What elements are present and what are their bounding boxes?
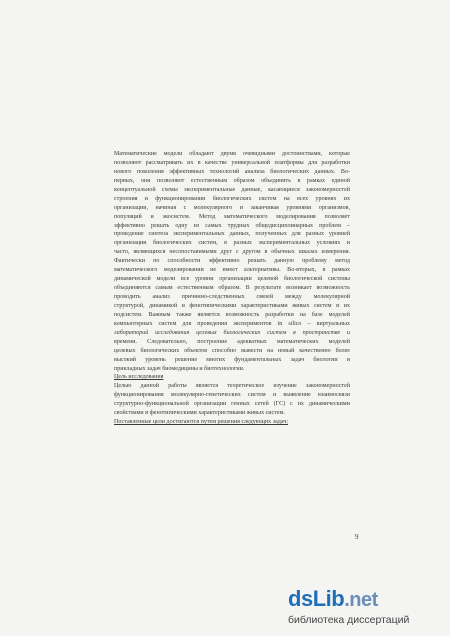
text-line: Фактически по способности эффективно решать данную проблему метод — [114, 258, 350, 265]
text-line: проводить анализ причинно-следственных связей между молекулярной — [114, 294, 350, 300]
text-line: математического моделировании не имеет альтернативы. Во-вторых, в рамках — [114, 267, 350, 274]
site-logo — [288, 586, 378, 612]
underlined-text: Поставленные цели достигаются путем решения следующих задач: — [114, 419, 289, 426]
text-line: Целью данной работы является теоретическое изучение закономерностей — [114, 383, 350, 390]
text-line: структурно-функциональной организации генных сетей (ГС) с их динамическими — [114, 401, 350, 408]
watermark — [286, 586, 446, 632]
text-line: первых, они позволяют естественным образом объединить в рамках единой — [114, 177, 350, 184]
page-number: 9 — [355, 533, 359, 541]
text-line: позволяют рассматривать их в качестве универсальной платформы для разработки — [114, 159, 350, 166]
text-line: функционирования молекулярно-генетических систем и выявление взаимосвязи — [114, 392, 350, 399]
logo-lib: Lib — [312, 586, 345, 611]
text-line: прикладных задач биомедицины и биотехнологии. — [114, 365, 245, 372]
logo-ds: ds — [288, 586, 313, 611]
text-line — [114, 418, 350, 427]
text-line: популяций и экосистем. Метод математического моделирования позволяет — [114, 213, 350, 220]
text-line: проведение синтеза экспериментальных данных, полученных для разных уровней — [114, 231, 350, 238]
text-line: структурой, динамикой и фенотипическими характеристиками живых систем и их — [114, 302, 350, 309]
text-line: компьютерных систем для проведения экспериментов in silico – виртуальных — [114, 320, 350, 327]
text-line: высокий уровень решение многих фундаментальных задач биологии и — [114, 356, 350, 363]
section-heading: Цель исследования — [114, 374, 164, 381]
text-line: подсистем. Важным также является возможность разработки на базе моделей — [114, 311, 350, 318]
text-line: организации биологических систем, в разных экспериментальных условиях и — [114, 240, 350, 247]
text-line: эффективно решать одну из самых трудных общедисциплинарных проблем – — [114, 222, 350, 229]
text-line: часто, являющихся несопоставимыми друг с другом в обычных шкалах измерения. — [114, 249, 350, 256]
text-line: объединяются самым естественным образом. В результате возникает возможность — [114, 285, 350, 292]
text-line: лабораторий исследования целевых биологических систем в пространстве и — [114, 329, 350, 336]
text-line: целевых биологических объектов способно вывести на новый качественно более — [114, 347, 350, 354]
site-subtitle: библиотека диссертаций — [288, 614, 410, 626]
text-line: концептуальной схемы экспериментальные данные, касающиеся закономерностей — [114, 186, 350, 193]
text-line: организации, начиная с молекулярного и заканчивая уровнями организмов, — [114, 204, 350, 211]
logo-net: .net — [344, 589, 378, 611]
text-line: времени. Следовательно, построение адекватных математических моделей — [114, 338, 350, 345]
body-text — [114, 150, 350, 427]
text-line: Математические модели обладают двумя очевидными достоинствами, которые — [114, 151, 350, 157]
text-line: динамической модели все уровни организации целевой биологической системы — [114, 276, 350, 283]
text-line: свойствами и фенотипическими характеристиками живых систем. — [114, 410, 285, 417]
text-line: нового поколения эффективных технологий анализа биологических данных. Во- — [114, 168, 350, 175]
text-line: строения и функционировании биологических систем на всех уровнях их — [114, 195, 350, 202]
